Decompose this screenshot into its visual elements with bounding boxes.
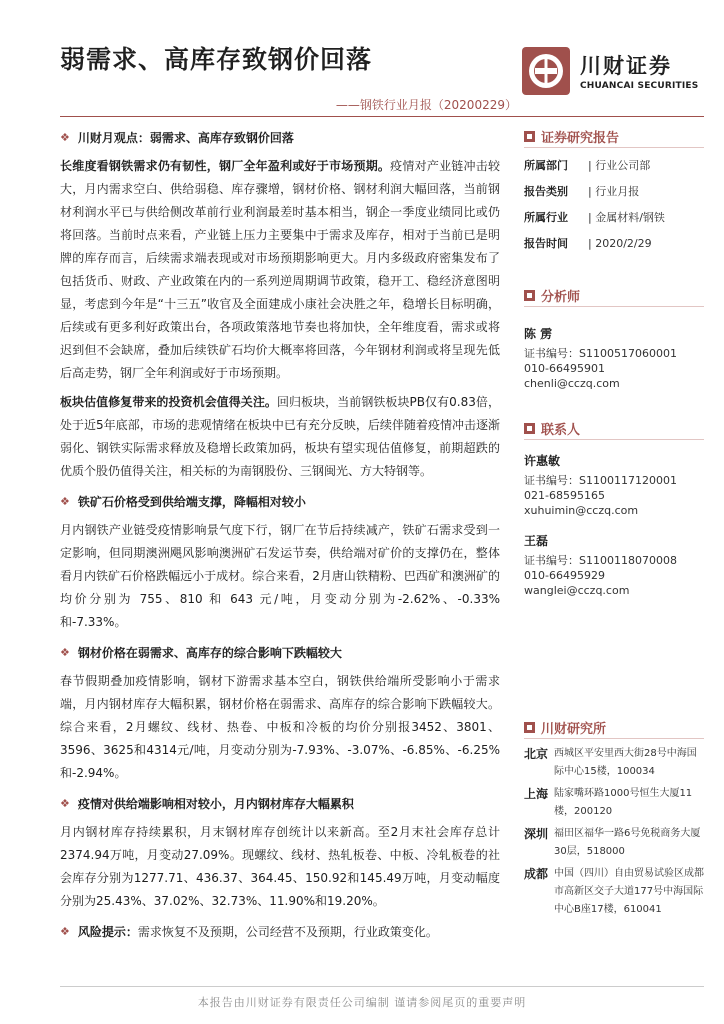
info-row-date bbox=[524, 230, 704, 256]
paragraph-lead: 长维度看钢铁需求仍有韧性，钢厂全年盈利或好于市场预期。 bbox=[60, 159, 391, 173]
info-row-industry bbox=[524, 204, 704, 230]
diamond-bullet-icon: ❖ bbox=[60, 494, 70, 508]
page-title: 弱需求、高库存致钢价回落 bbox=[60, 45, 373, 74]
paragraph-lead: 板块估值修复带来的投资机会值得关注。 bbox=[60, 395, 277, 409]
paragraph-body: 回归板块，当前钢铁板块PB仅有0.83倍，处于近5年底部，市场的悲观情绪在板块中已有充分反映，后续伴随着疫情冲击逐渐弱化、钢铁实际需求释放及稳增长政策加码，板块有望实现估值修复，前期超跌的优质个股仍值得关注，相关标的为南钢股份、三钢闽光、方大特钢等。 bbox=[60, 395, 500, 478]
contact-cert: 证书编号：S1100117120001 bbox=[524, 474, 677, 487]
office-address: 中国（四川）自由贸易试验区成都市高新区交子大道177号中海国际中心B座17楼，610041 bbox=[554, 868, 704, 915]
contact-card bbox=[524, 454, 704, 518]
sidebar bbox=[524, 125, 704, 919]
diamond-bullet-icon: ❖ bbox=[60, 924, 70, 938]
sidebar-heading-text: 分析师 bbox=[541, 289, 581, 305]
chuancai-logo-icon bbox=[522, 47, 570, 95]
info-key: 报告类别 bbox=[524, 185, 568, 198]
sidebar-heading-text: 证券研究报告 bbox=[541, 130, 620, 146]
diamond-bullet-icon: ❖ bbox=[60, 796, 70, 810]
info-value: | 金属材料/钢铁 bbox=[588, 211, 665, 224]
logo-english-name: CHUANCAI SECURITIES bbox=[580, 81, 699, 91]
info-row-department bbox=[524, 152, 704, 178]
contact-email: xuhuimin@cczq.com bbox=[524, 504, 639, 517]
section-heading-steel-price bbox=[60, 640, 500, 664]
contact-card bbox=[524, 534, 704, 598]
paragraph-iron-ore: 月内钢铁产业链受疫情影响景气度下行，钢厂在节后持续减产，铁矿石需求受到一定影响，但同期澳洲飓风影响澳洲矿石发运节奏，供给端对矿价的支撑仍在，整体看月内铁矿石价格跌幅远小于成材。综合来看，2月唐山铁精粉、巴西矿和澳洲矿的均价分别为 755、810 和 643 元/吨，月变动分别为-2.62%、-0.33%和-7.33%。 bbox=[60, 523, 500, 629]
info-value: | 行业月报 bbox=[588, 185, 640, 198]
office-city: 上海 bbox=[524, 787, 549, 801]
sidebar-heading-text: 联系人 bbox=[541, 422, 581, 438]
footer-disclaimer: 本报告由川财证券有限责任公司编制 谨请参阅尾页的重要声明 bbox=[197, 996, 527, 1009]
report-subtitle: ——钢铁行业月报（20200229） bbox=[335, 98, 517, 112]
office-chengdu bbox=[524, 865, 704, 919]
header-divider bbox=[60, 116, 704, 117]
analyst-name: 陈 雳 bbox=[524, 327, 553, 341]
office-city: 北京 bbox=[524, 747, 549, 761]
paragraph-valuation bbox=[60, 391, 500, 483]
contact-phone: 021-68595165 bbox=[524, 489, 605, 502]
main-column bbox=[60, 125, 500, 943]
square-bullet-icon bbox=[524, 722, 535, 733]
office-shenzhen bbox=[524, 825, 704, 861]
sidebar-heading-contact bbox=[524, 417, 704, 440]
diamond-bullet-icon: ❖ bbox=[60, 645, 70, 659]
risk-label: 风险提示： bbox=[77, 924, 138, 939]
section-heading-inventory bbox=[60, 791, 500, 815]
section-heading-view bbox=[60, 125, 500, 149]
footer-divider bbox=[60, 986, 704, 987]
contact-email: wanglei@cczq.com bbox=[524, 584, 630, 597]
diamond-bullet-icon: ❖ bbox=[60, 130, 70, 144]
sidebar-heading-institute bbox=[524, 716, 704, 739]
section-heading-text: 疫情对供给端影响相对较小，月内钢材库存大幅累积 bbox=[77, 796, 354, 811]
risk-warning bbox=[60, 919, 500, 943]
square-bullet-icon bbox=[524, 131, 535, 142]
info-row-category bbox=[524, 178, 704, 204]
risk-body: 需求恢复不及预期，公司经营不及预期，行业政策变化。 bbox=[137, 924, 438, 939]
contact-phone: 010-66495929 bbox=[524, 569, 605, 582]
office-address: 福田区福华一路6号免税商务大厦30层，518000 bbox=[554, 828, 701, 857]
company-logo bbox=[522, 47, 702, 97]
section-heading-text: 钢材价格在弱需求、高库存的综合影响下跌幅较大 bbox=[77, 645, 342, 660]
office-city: 成都 bbox=[524, 867, 549, 881]
info-value: | 2020/2/29 bbox=[588, 236, 652, 250]
contact-cert: 证书编号：S1100118070008 bbox=[524, 554, 677, 567]
office-shanghai bbox=[524, 785, 704, 821]
paragraph-inventory: 月内钢材库存持续累积，月末钢材库存创统计以来新高。至2月末社会库存总计2374.94万吨，月变动27.09%。现螺纹、线材、热轧板卷、中板、冷轧板卷的社会库存分别为1277.71、436.37、364.45、150.92和145.49万吨，月变动幅度分别为25.43%、37.02%、32.73%、11.90%和19.20%。 bbox=[60, 825, 500, 908]
office-address: 西城区平安里西大街28号中海国际中心15楼，100034 bbox=[554, 748, 697, 777]
paragraph-steel-price: 春节假期叠加疫情影响，钢材下游需求基本空白，钢铁供给端所受影响小于需求端，月内钢材库存大幅积累，钢材价格在弱需求、高库存的综合影响下跌幅较大。综合来看，2月螺纹、线材、热卷、中板和冷板的均价分别报3452、3801、3596、3625和4314元/吨，月变动分别为-7.93%、-3.07%、-6.85%、-6.25%和-2.94%。 bbox=[60, 674, 500, 780]
office-beijing bbox=[524, 745, 704, 781]
logo-chinese-name: 川财证券 bbox=[580, 54, 672, 78]
section-heading-text: 川财月观点：弱需求、高库存致钢价回落 bbox=[77, 130, 294, 145]
info-key: 所属行业 bbox=[524, 211, 568, 224]
analyst-phone: 010-66495901 bbox=[524, 362, 605, 375]
info-key: 报告时间 bbox=[524, 237, 568, 250]
square-bullet-icon bbox=[524, 423, 535, 434]
office-city: 深圳 bbox=[524, 827, 549, 841]
sidebar-heading-text: 川财研究所 bbox=[541, 721, 607, 737]
analyst-cert: 证书编号：S1100517060001 bbox=[524, 347, 677, 360]
analyst-card bbox=[524, 327, 704, 391]
section-heading-text: 铁矿石价格受到供给端支撑，降幅相对较小 bbox=[77, 494, 306, 509]
info-key: 所属部门 bbox=[524, 159, 568, 172]
contact-name: 许惠敏 bbox=[524, 454, 561, 468]
section-heading-iron-ore bbox=[60, 489, 500, 513]
paragraph-demand bbox=[60, 155, 500, 385]
sidebar-heading-analyst bbox=[524, 284, 704, 307]
info-value: | 行业公司部 bbox=[588, 159, 651, 172]
office-address: 陆家嘴环路1000号恒生大厦11楼，200120 bbox=[554, 788, 693, 817]
sidebar-heading-report bbox=[524, 125, 704, 148]
paragraph-body: 疫情对产业链冲击较大，月内需求空白、供给弱稳、库存骤增，钢材价格、钢材利润大幅回落，当前钢材利润水平已与供给侧改革前行业利润最差时基本相当，钢企一季度业绩同比或仍将回落。当前时点来看，产业链上压力主要集中于需求及库存，相对于当前已是明牌的库存而言，后续需求端表现或对市场预期影响更大。月内多级政府密集发布了包括货币、财政、产业政策在内的一系列逆周期调节政策，稳开工、稳经济意图明显，考虑到今年是“十三五”收官及全面建成小康社会决胜之年，稳增长目标明确，后续或有更多利好政策出台，各项政策落地节奏也将加快，全年维度看，需求或将迟到但不会缺席，叠加后续铁矿石均价大概率将回落，今年钢材利润或将呈现先低后高走势，钢厂全年利润或好于市场预期。 bbox=[60, 159, 500, 380]
square-bullet-icon bbox=[524, 290, 535, 301]
contact-name: 王磊 bbox=[524, 534, 549, 548]
analyst-email: chenli@cczq.com bbox=[524, 377, 620, 390]
